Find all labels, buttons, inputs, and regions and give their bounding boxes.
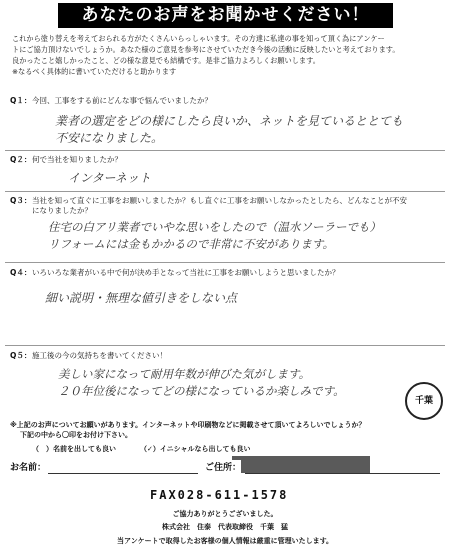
- answer-line: 美しい家になって耐用年数が伸びた気がします。: [58, 367, 311, 381]
- answer-line: 住宅の白アリ業者でいやな思いをしたので（温水ソーラーでも）: [48, 220, 382, 234]
- name-label: お名前：: [10, 463, 47, 473]
- question-1: [10, 96, 440, 106]
- company-seal: 千葉: [405, 382, 443, 420]
- intro-note: ※なるべく具体的に書いていただけると助かります: [12, 67, 177, 76]
- consent-option-name[interactable]: （ ）名前を出しても良い: [32, 445, 116, 453]
- answer-4: [45, 290, 435, 307]
- answer-line: リフォームには金もかかるので非常に不安があります。: [48, 237, 335, 251]
- question-3: [10, 196, 440, 216]
- fax-number: FAX028-611-1578: [150, 488, 289, 502]
- company-name: 株式会社 住泰 代表取締役 千葉 猛: [162, 523, 288, 531]
- page-title: あなたのお声をお聞かせください！: [58, 3, 393, 28]
- question-text: 今回、工事をする前にどんな事で悩んでいましたか？: [32, 96, 212, 105]
- divider: [5, 262, 445, 263]
- question-number: Q４：: [10, 268, 32, 277]
- consent-instruction: 下記の中から〇印をお付け下さい。: [20, 431, 132, 439]
- answer-3: [48, 219, 443, 253]
- intro-text: [12, 33, 442, 77]
- question-text: になりましたか？: [32, 206, 92, 215]
- question-text: いろいろな業者がいる中で何が決め手となって当社に工事をお願いしようと思いましたか？: [32, 268, 340, 277]
- question-number: Q５：: [10, 351, 32, 360]
- question-number: Q２：: [10, 155, 32, 164]
- question-number: Q１：: [10, 96, 32, 105]
- answer-line: ２０年位後になってどの様になっているか楽しみです。: [58, 384, 345, 398]
- answer-line: 細い説明・無理な値引きをしない点: [45, 291, 238, 305]
- answer-1: [55, 113, 445, 147]
- question-text: 施工後の今の気持ちを書いてください！: [32, 351, 167, 360]
- divider: [5, 150, 445, 151]
- question-5: [10, 351, 440, 361]
- answer-line: 業者の選定をどの様にしたら良いか、ネットを見ているととても: [55, 114, 404, 128]
- name-underline: [48, 473, 198, 474]
- thanks-text: ご協力ありがとうございました。: [172, 510, 278, 518]
- answer-5: [58, 366, 398, 400]
- divider: [5, 191, 445, 192]
- consent-option-initial[interactable]: （✓）イニシャルなら出しても良い: [140, 445, 251, 453]
- address-label: ご住所：: [205, 460, 241, 473]
- question-4: [10, 268, 440, 278]
- intro-line: これから塗り替えを考えておられる方がたくさんいらっしゃいます。その方達に私達の事を知って頂く為にアンケー: [12, 34, 385, 43]
- answer-line: 不安になりました。: [55, 131, 164, 145]
- answer-line: インターネット: [68, 171, 151, 185]
- privacy-notice: 当アンケートで取得したお客様の個人情報は厳重に管理いたします。: [116, 537, 334, 545]
- intro-line: 良かったこと嬉しかったこと、どの様な意見でも結構です。是非ご協力よろしくお願いします。: [12, 56, 320, 65]
- question-text: 何で当社を知りましたか？: [32, 155, 122, 164]
- name-redaction: [232, 456, 370, 473]
- question-text: 当社を知って直ぐに工事をお願いしましたか？もし直ぐに工事をお願いしなかったとしたら、どんなことが不安: [32, 196, 407, 205]
- intro-line: トにご協力頂けないでしょうか。あなた様のご意見を参考にさせていただき今後の活動に反映したいと考えております。: [12, 45, 400, 54]
- divider: [5, 345, 445, 346]
- consent-text: [10, 420, 445, 440]
- consent-question: ※上記のお声についてお願いがあります。インターネットや印刷物などに掲載させて頂いてよろしいでしょうか？: [10, 421, 366, 429]
- address-underline: [245, 473, 440, 474]
- question-2: [10, 155, 440, 165]
- question-number: Q３：: [10, 196, 32, 205]
- answer-2: [68, 170, 428, 187]
